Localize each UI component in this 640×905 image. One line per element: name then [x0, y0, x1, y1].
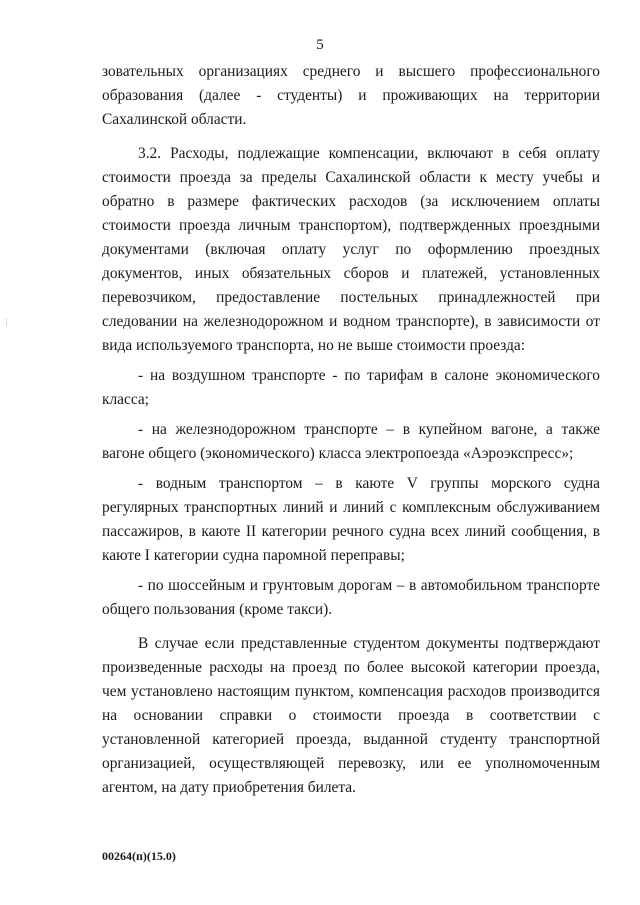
list-item-rail-transport: - на железнодорожном транспорте – в купейном вагоне, а также вагоне общего (экономического) класса электропоезда «Аэроэкспресс»;	[102, 421, 600, 462]
list-item-water-transport: - водным транспортом – в каюте V группы морского судна регулярных транспортных линий и линий с комплексным обслуживанием пассажиров, в каюте II категории речного судна всех линий сообщения, в каюте I категории судна паромной переправы;	[102, 475, 600, 564]
paragraph-higher-category: В случае если представленные студентом документы подтверждают произведенные расходы на проезд по более высокой категории проезда, чем установлено настоящим пунктом, компенсация расходов производится на основании справки о стоимости проезда в соответствии с установленной категорией проезда, выданной студенту транспортной организацией, осуществляющей перевозку, или ее уполномоченным агентом, на дату приобретения билета.	[102, 635, 600, 796]
document-footer-code: 00264(п)(15.0)	[102, 849, 176, 863]
paragraph-continuation: зовательных организациях среднего и высшего профессионального образования (далее - студенты) и проживающих на территории Сахалинской области.	[102, 63, 600, 128]
list-item-road-transport: - по шоссейным и грунтовым дорогам – в автомобильном транспорте общего пользования (кроме такси).	[102, 577, 600, 618]
list-item-air-transport: - на воздушном транспорте - по тарифам в салоне экономического класса;	[102, 367, 600, 408]
document-body	[102, 60, 600, 800]
page-number: 5	[316, 37, 324, 53]
scan-edge-mark	[6, 318, 7, 326]
paragraph-clause-3-2: 3.2. Расходы, подлежащие компенсации, включают в себя оплату стоимости проезда за пределы Сахалинской области к месту учебы и обратно в размере фактических расходов (за исключением оплаты стоимости проезда личным транспортом), подтвержденных проездными документами (включая оплату услуг по оформлению проездных документов, иных обязательных сборов и платежей, установленных перевозчиком, предоставление постельных принадлежностей при следовании на железнодорожном и водном транспорте), в зависимости от вида используемого транспорта, но не выше стоимости проезда:	[102, 145, 600, 354]
